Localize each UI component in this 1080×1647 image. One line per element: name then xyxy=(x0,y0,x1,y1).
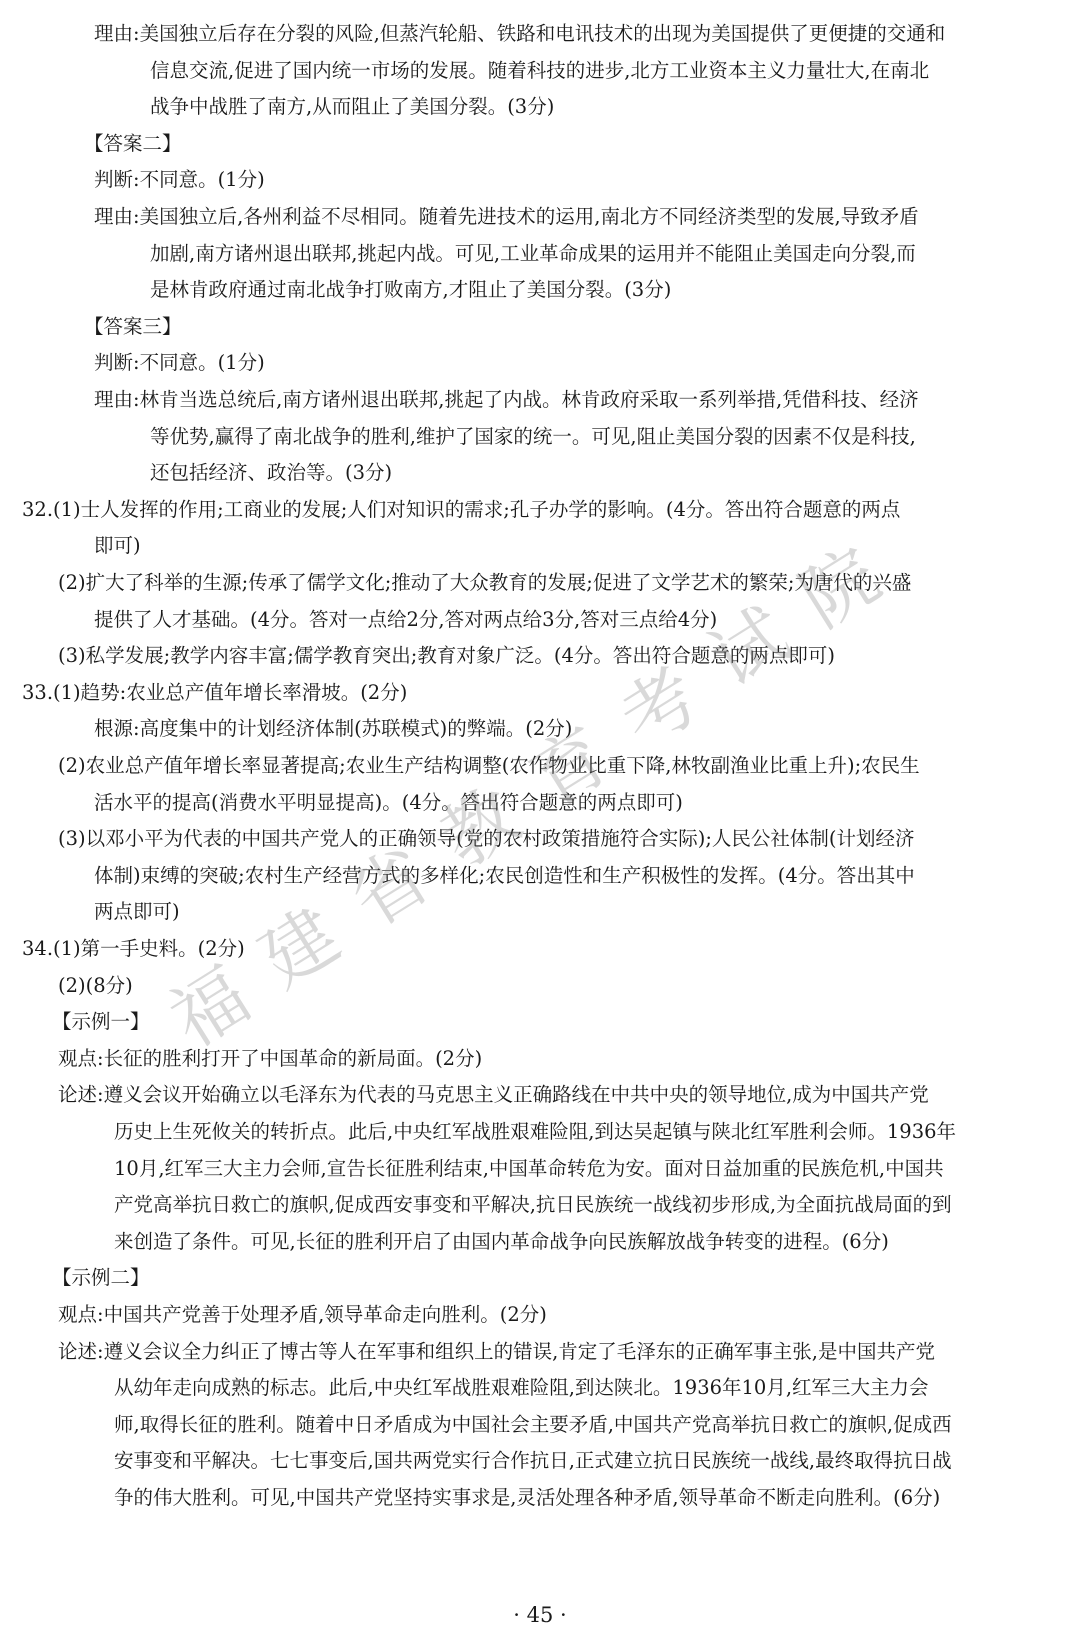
text-line: 历史上生死攸关的转折点。此后,中央红军战胜艰难险阻,到达吴起镇与陕北红军胜利会师。1936年 xyxy=(114,1120,957,1143)
text-line: 两点即可) xyxy=(94,900,180,924)
text-line: 观点:中国共产党善于处理矛盾,领导革命走向胜利。(2分) xyxy=(58,1303,547,1326)
text-line: 信息交流,促进了国内统一市场的发展。随着科技的进步,北方工业资本主义力量壮大,在南北 xyxy=(150,58,930,82)
text-line: 等优势,赢得了南北战争的胜利,维护了国家的统一。可见,阻止美国分裂的因素不仅是科技, xyxy=(150,424,916,448)
text-line: 观点:长征的胜利打开了中国革命的新局面。(2分) xyxy=(58,1046,483,1070)
text-line: (3)以邓小平为代表的中国共产党人的正确领导(党的农村政策措施符合实际);人民公社体制(计划经济 xyxy=(58,827,915,851)
text-line: (2)(8分) xyxy=(58,973,133,997)
text-line: 【示例一】 xyxy=(52,1010,150,1034)
page-number: · 45 · xyxy=(513,1603,567,1627)
text-line: 【答案三】 xyxy=(84,314,182,338)
watermark-char: 福 xyxy=(156,952,265,1065)
text-line: 从幼年走向成熟的标志。此后,中央红军战胜艰难险阻,到达陕北。1936年10月,红军三大主力会 xyxy=(114,1376,929,1400)
text-line: 争的伟大胜利。可见,中国共产党坚持实事求是,灵活处理各种矛盾,领导革命不断走向胜利。(6分) xyxy=(114,1486,941,1509)
text-line: (2)农业总产值年增长率显著提高;农业生产结构调整(农作物业比重下降,林牧副渔业比重上升);农民生 xyxy=(58,754,920,777)
text-line: (3)私学发展;教学内容丰富;儒学教育突出;教育对象广泛。(4分。答出符合题意的两点即可) xyxy=(58,644,835,668)
text-line: 判断:不同意。(1分) xyxy=(94,351,265,375)
text-line: 判断:不同意。(1分) xyxy=(94,168,265,192)
text-line: 加剧,南方诸州退出联邦,挑起内战。可见,工业革命成果的运用并不能阻止美国走向分裂,而 xyxy=(150,241,916,265)
text-line: 是林肯政府通过南北战争打败南方,才阻止了美国分裂。(3分) xyxy=(150,278,672,302)
watermark-char: 育 xyxy=(516,712,625,825)
text-line: 根源:高度集中的计划经济体制(苏联模式)的弊端。(2分) xyxy=(94,717,573,741)
watermark-char: 教 xyxy=(426,772,535,885)
watermark-char: 考 xyxy=(606,652,715,765)
text-line: 体制)束缚的突破;农村生产经营方式的多样化;农民创造性和生产积极性的发挥。(4分。答出其中 xyxy=(94,863,915,887)
text-line: 师,取得长征的胜利。随着中日矛盾成为中国社会主要矛盾,中国共产党高举抗日救亡的旗帜,促成西 xyxy=(114,1412,952,1436)
text-line: 理由:美国独立后,各州利益不尽相同。随着先进技术的运用,南北方不同经济类型的发展,导致矛盾 xyxy=(94,205,919,228)
watermark-char: 建 xyxy=(246,892,355,1005)
text-line: 还包括经济、政治等。(3分) xyxy=(150,461,393,485)
text-line: 安事变和平解决。七七事变后,国共两党实行合作抗日,正式建立抗日民族统一战线,最终取得抗日战 xyxy=(114,1449,952,1473)
text-line: 活水平的提高(消费水平明显提高)。(4分。答出符合题意的两点即可) xyxy=(94,790,683,814)
text-line: 即可) xyxy=(94,534,141,558)
text-line: 34.(1)第一手史料。(2分) xyxy=(22,937,245,960)
watermark-char: 省 xyxy=(336,832,445,945)
watermark-char: 试 xyxy=(696,592,805,705)
text-line: 理由:林肯当选总统后,南方诸州退出联邦,挑起了内战。林肯政府采取一系列举措,凭借科技、经济 xyxy=(94,388,919,411)
text-line: 33.(1)趋势:农业总产值年增长率滑坡。(2分) xyxy=(22,680,408,704)
text-line: 【答案二】 xyxy=(84,131,182,155)
text-line: 产党高举抗日救亡的旗帜,促成西安事变和平解决,抗日民族统一战线初步形成,为全面抗战局面的到 xyxy=(114,1193,952,1217)
text-line: 10月,红军三大主力会师,宣告长征胜利结束,中国革命转危为安。面对日益加重的民族危机,中国共 xyxy=(114,1156,944,1180)
text-line: 32.(1)士人发挥的作用;工商业的发展;人们对知识的需求;孔子办学的影响。(4分。答出符合题意的两点 xyxy=(22,497,901,521)
text-line: 【示例二】 xyxy=(52,1266,150,1290)
text-line: 论述:遵义会议全力纠正了博古等人在军事和组织上的错误,肯定了毛泽东的正确军事主张,是中国共产党 xyxy=(58,1339,935,1363)
watermark-char: 院 xyxy=(786,532,895,645)
text-line: 理由:美国独立后存在分裂的风险,但蒸汽轮船、铁路和电讯技术的出现为美国提供了更便捷的交通和 xyxy=(94,22,946,45)
text-line: (2)扩大了科举的生源;传承了儒学文化;推动了大众教育的发展;促进了文学艺术的繁荣;为唐代的兴盛 xyxy=(58,571,912,594)
text-line: 战争中战胜了南方,从而阻止了美国分裂。(3分) xyxy=(150,95,555,119)
text-line: 来创造了条件。可见,长征的胜利开启了由国内革命战争向民族解放战争转变的进程。(6分) xyxy=(114,1229,889,1253)
text-line: 论述:遵义会议开始确立以毛泽东为代表的马克思主义正确路线在中共中央的领导地位,成为中国共产党 xyxy=(58,1083,929,1107)
text-line: 提供了人才基础。(4分。答对一点给2分,答对两点给3分,答对三点给4分) xyxy=(94,607,718,631)
